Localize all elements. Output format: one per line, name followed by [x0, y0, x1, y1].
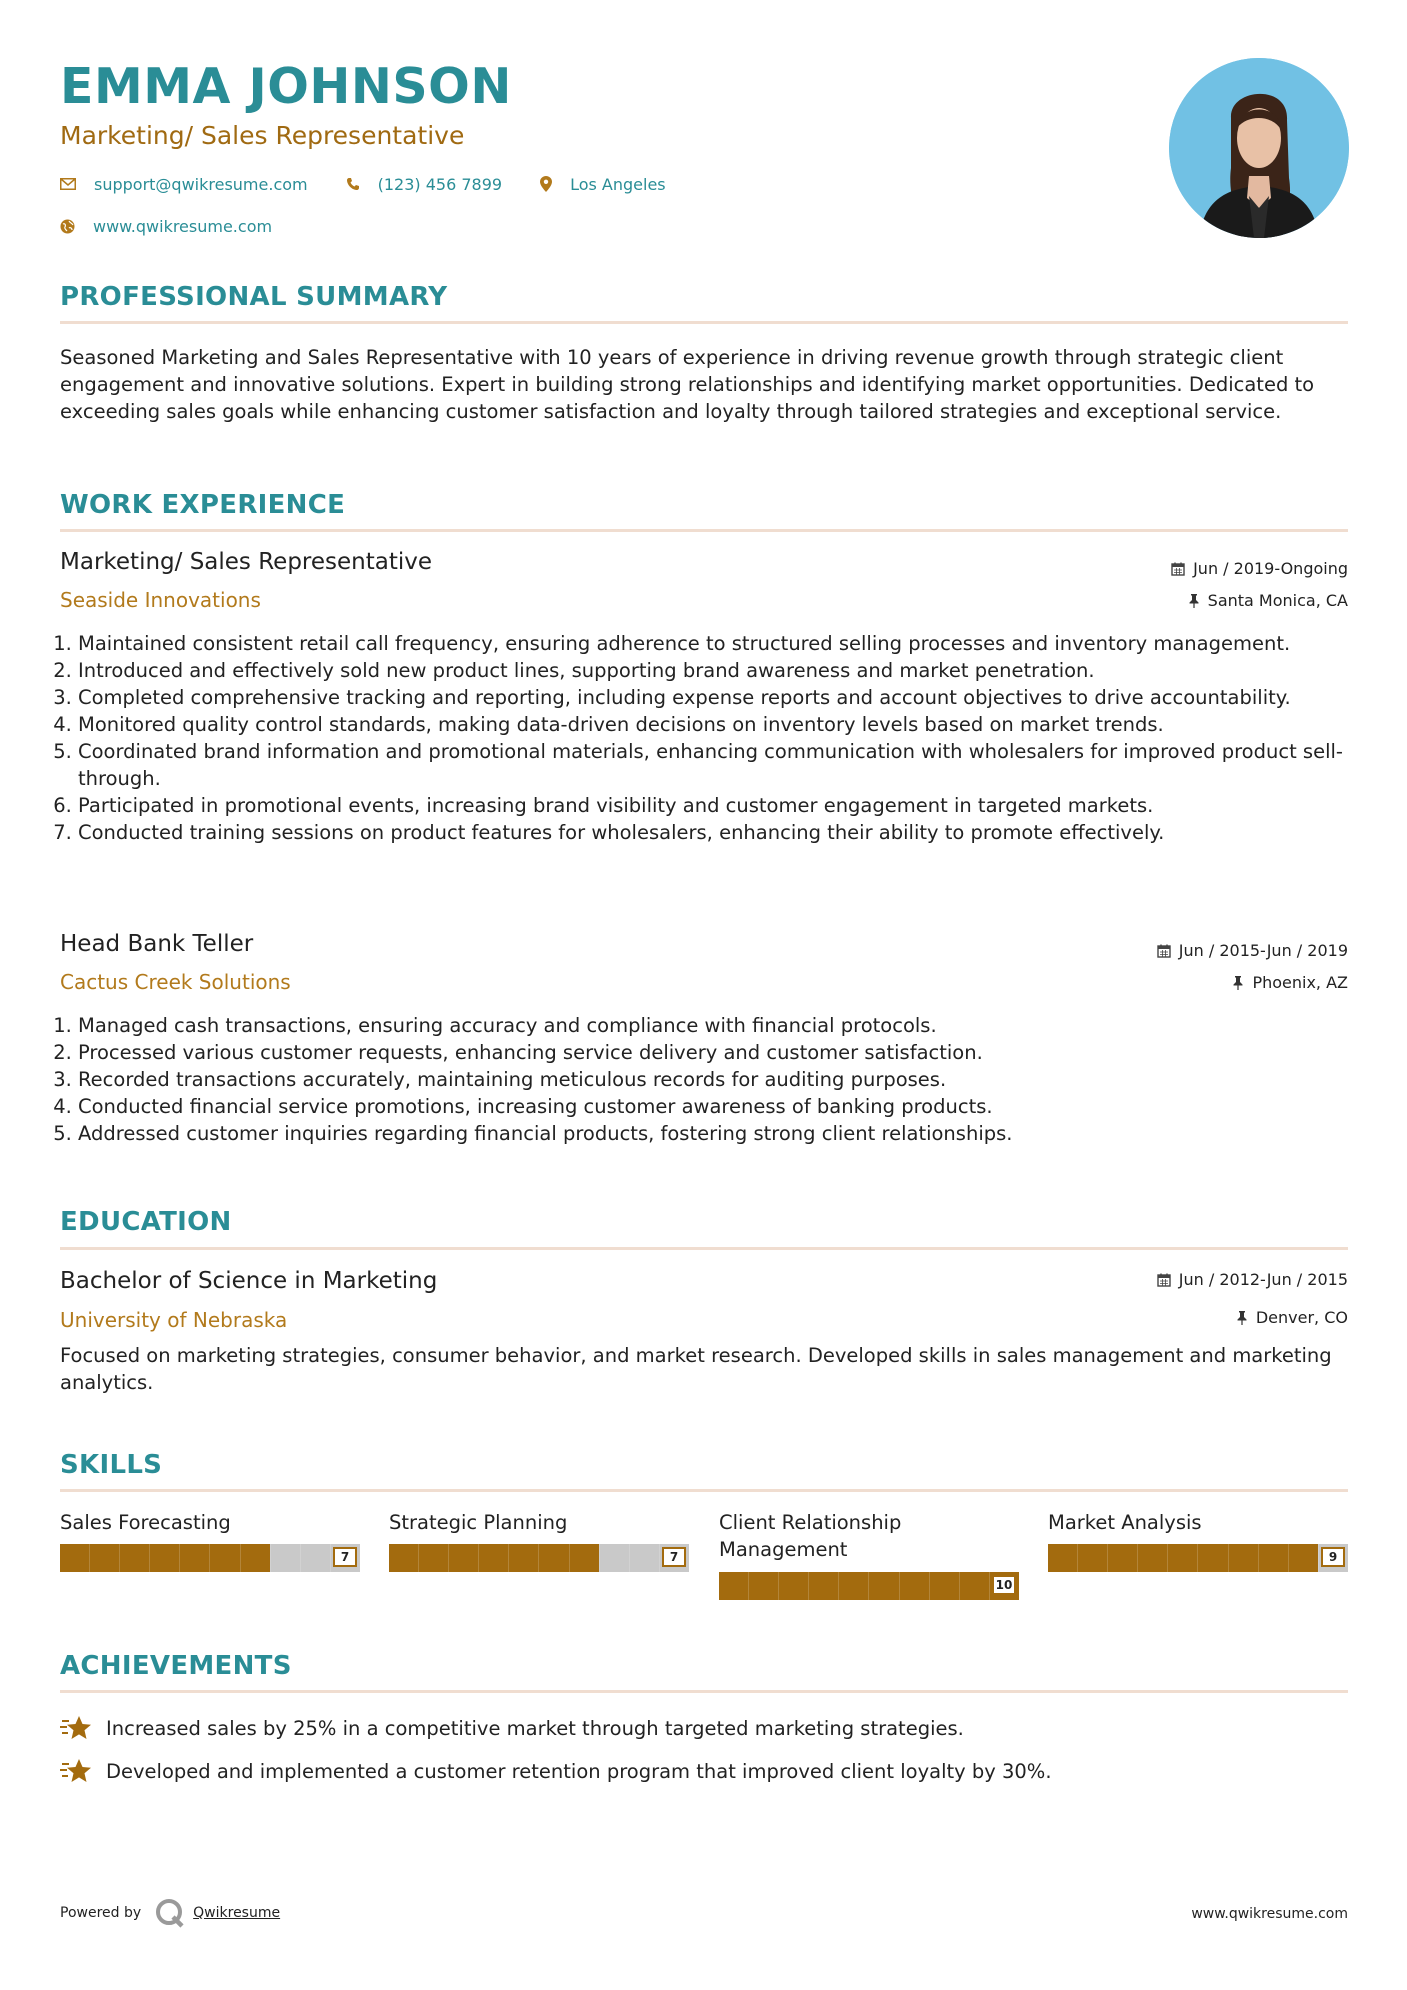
skill-bar-segment: [1137, 1544, 1167, 1572]
summary-heading: PROFESSIONAL SUMMARY: [60, 282, 448, 312]
skill-bar-segment: [448, 1544, 478, 1572]
education-description: Focused on marketing strategies, consumer behavior, and market research. Developed skills in sales management and marketing analytics.: [60, 1344, 1332, 1394]
list-item: 3. Completed comprehensive tracking and reporting, including expense reports and account objectives to drive accountability.: [78, 684, 1366, 711]
skill-bar-segment: [270, 1544, 300, 1572]
skill-bar-segment: [808, 1572, 838, 1600]
skill-bar-segment: [209, 1544, 239, 1572]
summary-divider: [60, 321, 1348, 324]
skill-item: [60, 1509, 360, 1572]
skill-name: Market Analysis: [1048, 1511, 1202, 1534]
skill-score: 7: [662, 1547, 686, 1567]
skill-name: Client Relationship Management: [719, 1511, 902, 1561]
education-dates-text: Jun / 2012-Jun / 2015: [1178, 1270, 1348, 1289]
job-responsibilities: [60, 1012, 1366, 1147]
summary-text: Seasoned Marketing and Sales Representative with 10 years of experience in driving revenue growth through strategic client engagement and innovative solutions. Expert in building strong relationships and identifying market opportunities. Dedicated to exceeding sales goals while enhancing customer satisfaction and loyalty through tailored strategies and exceptional service.: [60, 346, 1315, 423]
map-pin-icon: [540, 176, 552, 192]
skill-bar-segment: [1288, 1544, 1318, 1572]
skill-bar-segment: [1048, 1544, 1077, 1572]
achievement-item: [60, 1714, 964, 1742]
job-dates: [1157, 941, 1348, 960]
skill-bar-segment: [748, 1572, 778, 1600]
candidate-name: EMMA JOHNSON: [60, 58, 512, 115]
skill-bar-segment: [778, 1572, 808, 1600]
footer-powered-by: [60, 1898, 280, 1928]
achievements-heading: ACHIEVEMENTS: [60, 1651, 292, 1681]
list-item: 1. Maintained consistent retail call frequency, ensuring adherence to structured selling processes and inventory management.: [78, 630, 1366, 657]
location-text: Los Angeles: [570, 174, 666, 194]
education-location: [1236, 1308, 1348, 1327]
skill-bar-segment: [959, 1572, 989, 1600]
list-item: 3. Recorded transactions accurately, maintaining meticulous records for auditing purposes.: [78, 1066, 1366, 1093]
star-icon: [60, 1714, 92, 1742]
skill-bar-segment: [179, 1544, 209, 1572]
skill-bar: [60, 1544, 360, 1572]
job-title: Head Bank Teller: [60, 931, 254, 957]
star-icon: [60, 1757, 92, 1785]
skill-bar-segment: [1258, 1544, 1288, 1572]
powered-by-label: Powered by: [60, 1905, 142, 1921]
qwikresume-logo-icon: [155, 1898, 185, 1928]
skill-bar-segment: [508, 1544, 538, 1572]
skill-item: [1048, 1509, 1348, 1572]
skill-bar-segment: [1077, 1544, 1107, 1572]
email-text: support@qwikresume.com: [94, 174, 308, 194]
list-item: 2. Processed various customer requests, enhancing service delivery and customer satisfaction.: [78, 1039, 1366, 1066]
skill-item: [719, 1509, 1019, 1600]
list-item: 5. Coordinated brand information and promotional materials, enhancing communication with wholesalers for improved product sell-through.: [78, 738, 1366, 792]
skill-bar-segment: [119, 1544, 149, 1572]
skill-bar-segment: [389, 1544, 418, 1572]
pin-icon: [1188, 594, 1200, 608]
resume-page: [60, 0, 1348, 1990]
job-dates-text: Jun / 2019-Ongoing: [1193, 559, 1348, 578]
contact-location: [540, 175, 666, 194]
job-dates-text: Jun / 2015-Jun / 2019: [1178, 941, 1348, 960]
skill-bar-segment: [899, 1572, 929, 1600]
skill-bar: [389, 1544, 689, 1572]
skill-bar-segment: [838, 1572, 868, 1600]
skill-score: 9: [1321, 1547, 1345, 1567]
skill-name: Strategic Planning: [389, 1511, 568, 1534]
contact-email[interactable]: [60, 175, 308, 194]
skill-bar: [1048, 1544, 1348, 1572]
achievement-text: Developed and implemented a customer retention program that improved client loyalty by 30%.: [106, 1759, 1052, 1783]
candidate-role: Marketing/ Sales Representative: [60, 121, 465, 150]
achievements-divider: [60, 1690, 1348, 1693]
skill-bar-segment: [1228, 1544, 1258, 1572]
skill-bar-segment: [538, 1544, 568, 1572]
skills-divider: [60, 1489, 1348, 1492]
calendar-icon: [1157, 1273, 1171, 1287]
skill-bar-segment: [300, 1544, 330, 1572]
phone-icon: [346, 177, 360, 191]
calendar-icon: [1157, 944, 1171, 958]
qwikresume-link[interactable]: Qwikresume: [193, 1905, 281, 1921]
degree-title: Bachelor of Science in Marketing: [60, 1268, 438, 1294]
skill-bar-segment: [240, 1544, 270, 1572]
skill-score: 10: [992, 1575, 1016, 1595]
job-dates: [1171, 559, 1348, 578]
skill-bar-segment: [1107, 1544, 1137, 1572]
skill-bar-segment: [478, 1544, 508, 1572]
pin-icon: [1232, 976, 1244, 990]
calendar-icon: [1171, 562, 1185, 576]
profile-photo: [1169, 58, 1349, 238]
contact-row-1: [60, 172, 704, 196]
education-location-text: Denver, CO: [1255, 1308, 1348, 1327]
list-item: 1. Managed cash transactions, ensuring accuracy and compliance with financial protocols.: [78, 1012, 1366, 1039]
list-item: 2. Introduced and effectively sold new product lines, supporting brand awareness and market penetration.: [78, 657, 1366, 684]
skill-bar-segment: [929, 1572, 959, 1600]
list-item: 6. Participated in promotional events, increasing brand visibility and customer engagement in targeted markets.: [78, 792, 1366, 819]
skill-bar-segment: [60, 1544, 89, 1572]
skill-bar-segment: [89, 1544, 119, 1572]
experience-heading: WORK EXPERIENCE: [60, 490, 346, 520]
list-item: 4. Monitored quality control standards, making data-driven decisions on inventory levels based on market trends.: [78, 711, 1366, 738]
contact-row-2: [60, 214, 310, 238]
skill-name: Sales Forecasting: [60, 1511, 231, 1534]
achievement-item: [60, 1757, 1052, 1785]
skill-item: [389, 1509, 689, 1572]
achievement-text: Increased sales by 25% in a competitive market through targeted marketing strategies.: [106, 1716, 964, 1740]
skill-bar-segment: [1167, 1544, 1197, 1572]
footer-website[interactable]: www.qwikresume.com: [1191, 1906, 1348, 1922]
list-item: 5. Addressed customer inquiries regarding financial products, fostering strong client relationships.: [78, 1120, 1366, 1147]
skill-bar-segment: [868, 1572, 898, 1600]
skill-score: 7: [333, 1547, 357, 1567]
job-location: [1188, 591, 1348, 610]
contact-phone[interactable]: [346, 175, 502, 194]
skill-bar-segment: [599, 1544, 629, 1572]
job-responsibilities: [60, 630, 1366, 846]
skill-bar-segment: [629, 1544, 659, 1572]
job-location-text: Santa Monica, CA: [1207, 591, 1348, 610]
skills-heading: SKILLS: [60, 1450, 163, 1480]
job-company: Seaside Innovations: [60, 588, 261, 612]
job-title: Marketing/ Sales Representative: [60, 549, 433, 575]
experience-divider: [60, 529, 1348, 532]
education-divider: [60, 1247, 1348, 1250]
pin-icon: [1236, 1311, 1248, 1325]
skill-bar-segment: [1197, 1544, 1227, 1572]
education-heading: EDUCATION: [60, 1207, 232, 1237]
education-dates: [1157, 1270, 1348, 1289]
school-name: University of Nebraska: [60, 1308, 288, 1332]
website-text: www.qwikresume.com: [93, 216, 273, 236]
globe-icon: [60, 219, 75, 234]
list-item: 4. Conducted financial service promotions, increasing customer awareness of banking products.: [78, 1093, 1366, 1120]
job-location-text: Phoenix, AZ: [1252, 973, 1348, 992]
phone-text: (123) 456 7899: [377, 174, 503, 194]
contact-website[interactable]: [60, 217, 272, 236]
job-company: Cactus Creek Solutions: [60, 970, 291, 994]
job-location: [1232, 973, 1348, 992]
list-item: 7. Conducted training sessions on product features for wholesalers, enhancing their ability to promote effectively.: [78, 819, 1366, 846]
skill-bar-segment: [719, 1572, 748, 1600]
envelope-icon: [60, 178, 76, 190]
skill-bar: [719, 1572, 1019, 1600]
skill-bar-segment: [418, 1544, 448, 1572]
skill-bar-segment: [569, 1544, 599, 1572]
skill-bar-segment: [149, 1544, 179, 1572]
